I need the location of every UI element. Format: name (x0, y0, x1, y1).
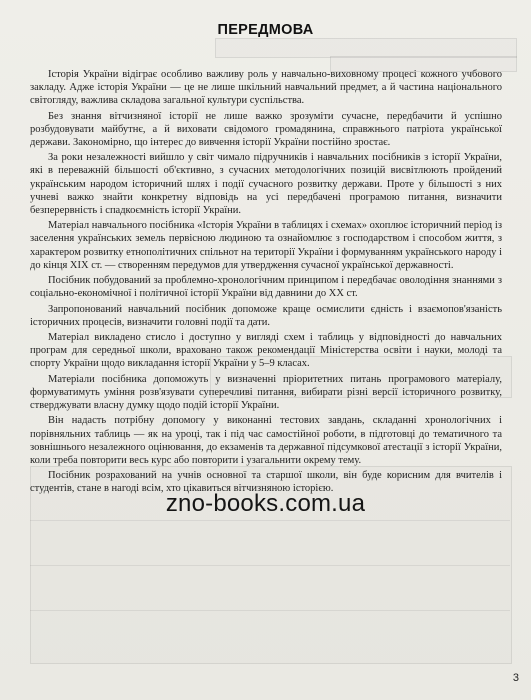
body-text (30, 68, 502, 498)
paragraph: Він надасть потрібну допомогу у виконанні тестових завдань, складанні хронологічних і порівняльних таблиць — як на уроці, так і під час самостійної роботи, в підготовці до тематичного та зовнішнього незалежного оцінювання, до екзаменів та державної підсумкової атестації з історії України, коли треба повторити весь курс або повторити і узагальнити окрему тему. (30, 415, 502, 466)
bleed-through-rule (30, 565, 510, 566)
paragraph: Матеріали посібника допоможуть у визначенні пріоритетних питань програмового матеріалу, формуватимуть уміння розв'язувати суперечливі питання, вибирати різні версії історичного розвитку, стверджувати власну думку щодо подій історії України. (30, 373, 502, 412)
paragraph: Історія України відіграє особливо важливу роль у навчально-виховному процесі кожного учбового закладу. Адже історія України — це не лише шкільний навчальний предмет, а й частина національного світогляду, важлива складова загальної культури суспільства. (30, 69, 502, 107)
paragraph: Без знання вітчизняної історії не лише важко зрозуміти сучасне, передбачити й успішно розбудовувати майбутнє, а й виховати свідомого громадянина, справжнього патріота української держави. Закономірно, що інтерес до вивчення історії України постійно зростає. (30, 110, 502, 148)
bleed-through-header (215, 38, 517, 58)
paragraph: Матеріал навчального посібника «Історія України в таблицях і схемах» охоплює історичний період із заселення українських земель первісною людиною та ознайомлює з господарством і способом життя, з характером розвитку етнополітичних спільнот на території України і формуванням українського народу і до кінця XIX ст. — створенням передумов для утвердження сучасної української державності. (30, 220, 502, 271)
paragraph: За роки незалежності вийшло у світ чимало підручників і навчальних посібників з історії України, які в переважній більшості об'єктивно, з сучасних методологічних позицій висвітлюють пройдений українським народом історичний шлях і події сучасного розвитку держави. Проте у більшості з них учневі важко знайти конкретну відповідь на усі передбачені програмою питання, визначити безперервність і спадкоємність історії України. (30, 152, 502, 216)
paragraph: Запропонований навчальний посібник допоможе краще осмислити єдність і взаємопов'язаність історичних процесів, визначити головні події та дати. (30, 303, 502, 328)
watermark: zno-books.com.ua (165, 490, 366, 517)
paragraph: Посібник розрахований на учнів основної та старшої школи, він буде корисним для вчителів і студентів, стане в нагоді всім, хто цікавиться вітчизняною історією. (30, 470, 502, 495)
bleed-through-rule (30, 610, 510, 611)
paragraph: Матеріал викладено стисло і доступно у вигляді схем і таблиць у відповідності до навчальних програм для середньої школи, враховано також рекомендації Міністерства освіти і науки, молоді та спорту України щодо викладання історії України у 5–9 класах. (30, 332, 502, 370)
paragraph: Посібник побудований за проблемно-хронологічним принципом і передбачає оволодіння знаннями з соціально-економічної і політичної історії України від давнини до XX ст. (30, 275, 502, 300)
page-number: 3 (512, 672, 519, 684)
bleed-through-rule (30, 520, 510, 521)
page-title: ПЕРЕДМОВА (217, 22, 314, 38)
